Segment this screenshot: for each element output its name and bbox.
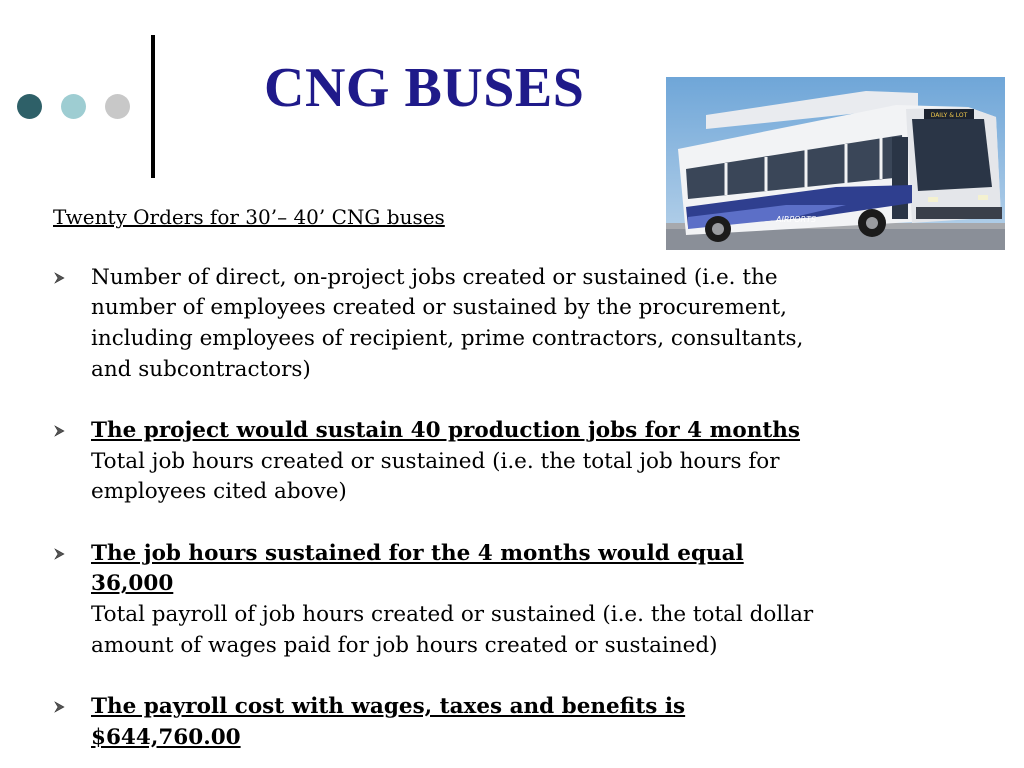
bullet-highlight: The job hours sustained for the 4 months would equal 36,000	[91, 540, 744, 597]
arrow-bullet-icon	[54, 539, 68, 569]
title-divider	[151, 35, 155, 178]
dot-gray	[105, 94, 130, 119]
arrow-bullet-icon	[54, 263, 68, 293]
bullet-text: Total job hours created or sustained (i.e. the total job hours for employees cited above)	[91, 448, 780, 505]
bullet-highlight: The payroll cost with wages, taxes and benefits is $644,760.00	[91, 693, 686, 750]
bullet-item	[53, 263, 833, 386]
bullet-text: Number of direct, on-project jobs created or sustained (i.e. the number of employees created or sustained by the procurement, including employees of recipient, prime contractors, consultants, and subcontractors)	[91, 264, 804, 382]
decorative-dots	[17, 94, 132, 120]
bus-destination-sign: DAILY & LOT	[930, 112, 968, 119]
bullet-text: Total payroll of job hours created or sustained (i.e. the total dollar amount of wages paid for job hours created or sustained)	[91, 602, 814, 658]
arrow-bullet-icon	[54, 692, 68, 722]
slide-subtitle: Twenty Orders for 30’– 40’ CNG buses	[53, 205, 445, 229]
bullet-list	[53, 263, 833, 754]
bullet-item	[53, 539, 833, 662]
bullet-highlight: The project would sustain 40 production jobs for 4 months	[91, 418, 801, 444]
arrow-bullet-icon	[54, 416, 68, 446]
dot-light-teal	[61, 94, 86, 119]
dot-dark-teal	[17, 94, 42, 119]
bus-livery-text: AIRPORTS	[776, 215, 817, 224]
bullet-item	[53, 692, 833, 753]
slide-title: CNG BUSES	[264, 57, 585, 119]
bullet-item	[53, 416, 833, 508]
slide-body	[53, 202, 833, 753]
